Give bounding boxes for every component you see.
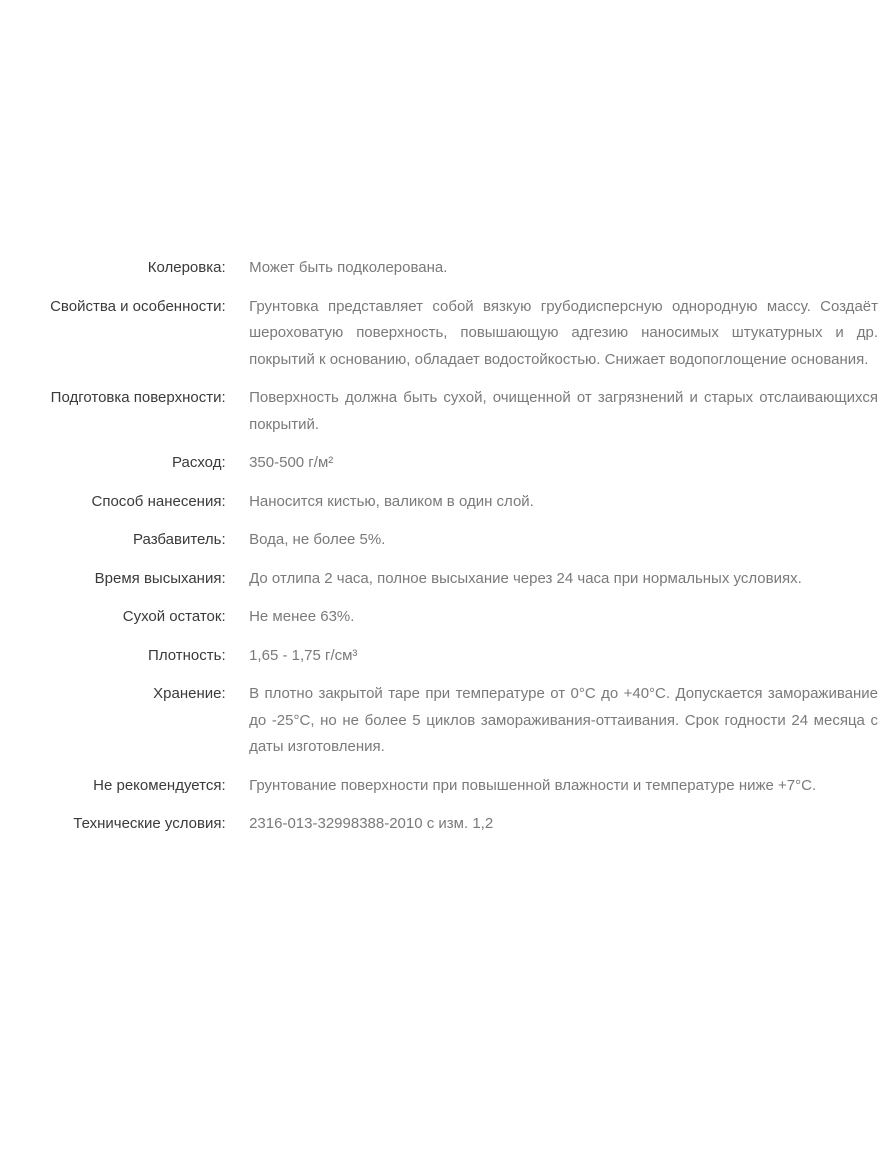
spec-label: Плотность: xyxy=(148,646,226,664)
spec-label: Подготовка поверхности: xyxy=(50,389,226,406)
spec-value: 1,65 - 1,75 г/см³ xyxy=(249,646,358,664)
spec-label: Хранение: xyxy=(153,685,226,702)
spec-row-dry-residue xyxy=(0,604,878,643)
specifications-table xyxy=(0,255,878,850)
spec-row-application-method xyxy=(0,489,878,528)
spec-row-storage xyxy=(0,681,878,773)
spec-value: 2316-013-32998388-2010 с изм. 1,2 xyxy=(249,815,494,832)
spec-value: 350-500 г/м² xyxy=(249,454,334,471)
spec-value: Грунтовка представляет собой вязкую грубодисперсную однородную массу. Создаёт шероховатую поверхность, повышающую адгезию наносимых штукатурных и др. покрытий к основанию, обладает водостойкостью. Снижает водопоглощение основания. xyxy=(249,297,878,368)
spec-row-thinner xyxy=(0,527,878,566)
spec-value: Наносится кистью, валиком в один слой. xyxy=(249,492,534,510)
spec-value: В плотно закрытой таре при температуре от 0°С до +40°С. Допускается замораживание до -25°С, но не более 5 циклов замораживания-оттаивания. Срок годности 24 месяца с даты изготовления. xyxy=(249,685,878,755)
spec-row-properties xyxy=(0,294,878,386)
spec-row-density xyxy=(0,643,878,682)
spec-row-drying-time xyxy=(0,566,878,605)
spec-value: До отлипа 2 часа, полное высыхание через 24 часа при нормальных условиях. xyxy=(249,569,802,587)
spec-value: Может быть подколерована. xyxy=(249,259,448,276)
spec-row-not-recommended xyxy=(0,773,878,812)
spec-value: Поверхность должна быть сухой, очищенной от загрязнений и старых отслаивающихся покрытий. xyxy=(249,389,878,433)
spec-label: Время высыхания: xyxy=(94,569,226,587)
spec-label: Колеровка: xyxy=(147,259,226,276)
spec-label: Способ нанесения: xyxy=(91,492,226,510)
spec-value: Вода, не более 5%. xyxy=(249,531,386,548)
spec-row-surface-prep xyxy=(0,385,878,450)
spec-row-tinting xyxy=(0,255,878,294)
spec-value: Грунтование поверхности при повышенной влажности и температуре ниже +7°С. xyxy=(249,776,817,794)
spec-row-technical-conditions xyxy=(0,811,878,850)
spec-label: Технические условия: xyxy=(73,815,226,832)
spec-label: Расход: xyxy=(172,454,226,471)
spec-label: Свойства и особенности: xyxy=(50,297,226,315)
spec-label: Разбавитель: xyxy=(133,531,226,548)
spec-label: Не рекомендуется: xyxy=(93,776,226,794)
spec-value: Не менее 63%. xyxy=(249,608,355,625)
spec-label: Сухой остаток: xyxy=(122,608,226,625)
spec-row-consumption xyxy=(0,450,878,489)
